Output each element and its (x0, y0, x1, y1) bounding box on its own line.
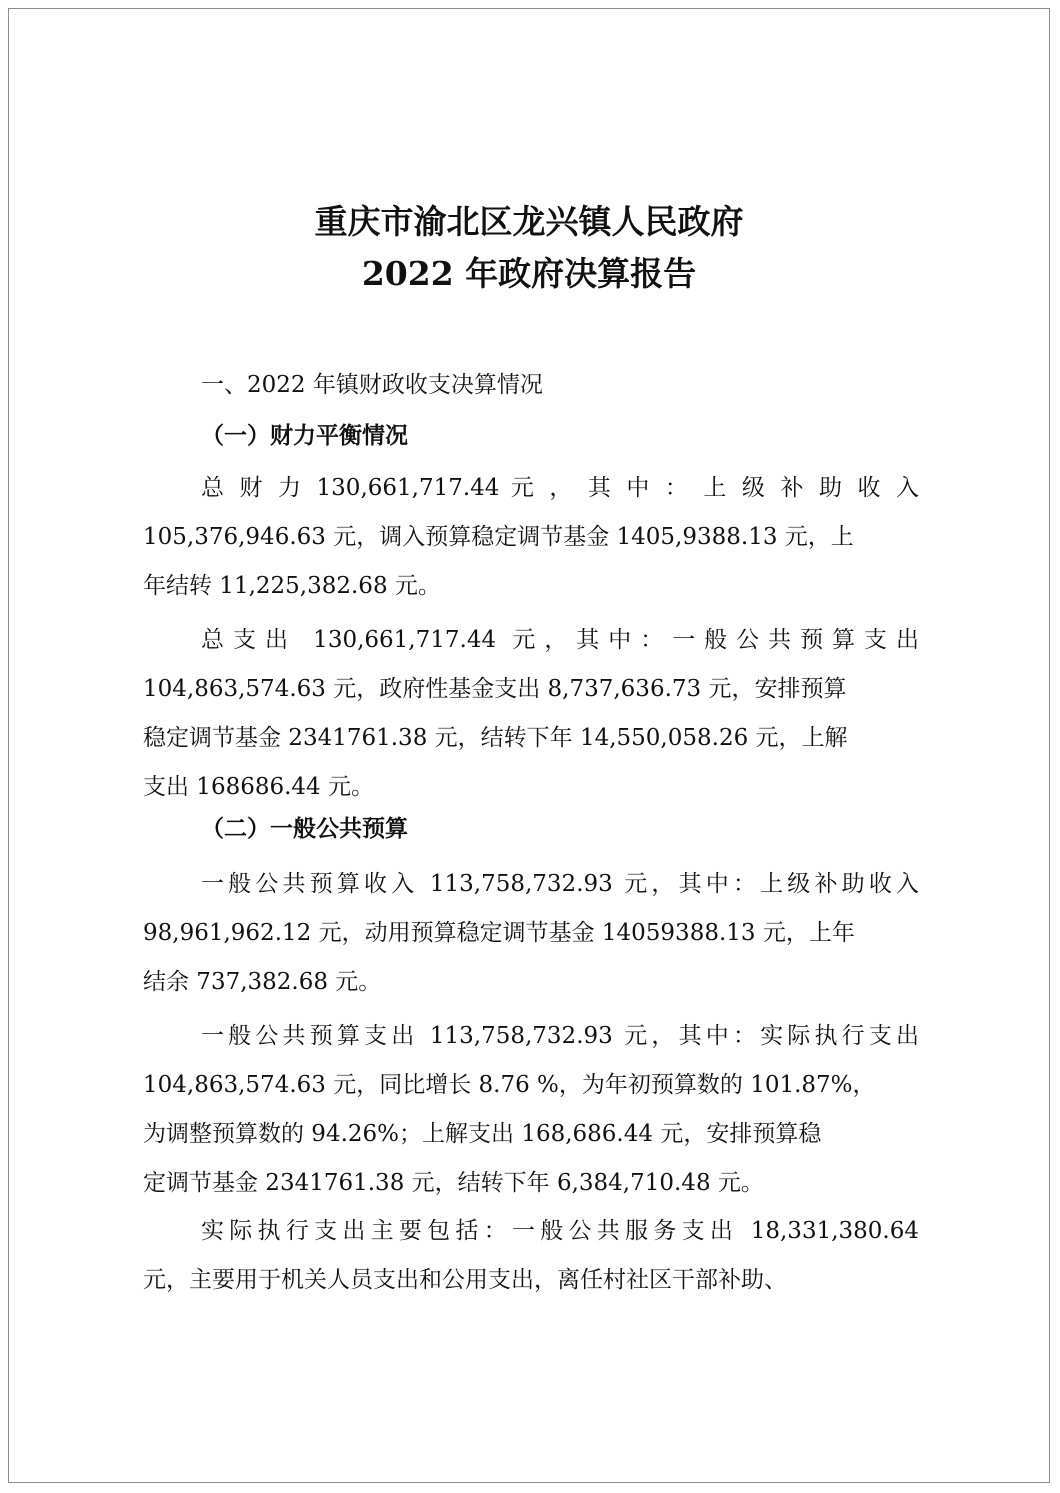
text-line: 104,863,574.63 元，政府性基金支出 8,737,636.73 元，安排预算 (143, 676, 847, 702)
text-line: 实际执行支出主要包括：一般公共服务支出 18,331,380.64 (201, 1218, 919, 1244)
text-line: 104,863,574.63 元，同比增长 8.76 %，为年初预算数的 101.87%， (143, 1072, 876, 1098)
text-line: 定调节基金 2341761.38 元，结转下年 6,384,710.48 元。 (143, 1170, 764, 1196)
subsection-heading-2: （二）一般公共预算 (201, 815, 408, 842)
text-line: 105,376,946.63 元，调入预算稳定调节基金 1405,9388.13 元，上 (143, 524, 854, 550)
text-line: 一般公共预算收入 113,758,732.93 元，其中：上级补助收入 (201, 871, 919, 897)
text-line: 98,961,962.12 元，动用预算稳定调节基金 14059388.13 元，上年 (143, 920, 855, 946)
paragraph-total-revenue (143, 464, 919, 611)
text-line: 为调整预算数的 94.26%；上解支出 168,686.44 元，安排预算稳 (143, 1121, 822, 1147)
report-title-line1: 重庆市渝北区龙兴镇人民政府 (314, 202, 744, 241)
text-line: 总 财 力 130,661,717.44 元 ， 其 中 ： 上 级 补 助 收 入 (201, 475, 919, 501)
text-line: 稳定调节基金 2341761.38 元，结转下年 14,550,058.26 元，上解 (143, 725, 848, 751)
text-line: 元，主要用于机关人员支出和公用支出，离任村社区干部补助、 (143, 1267, 787, 1293)
paragraph-actual-expenditure (143, 1207, 919, 1305)
text-line: 结余 737,382.68 元。 (143, 969, 382, 995)
report-title-line2: 2022 年政府决算报告 (361, 254, 697, 293)
paragraph-general-budget-revenue (143, 860, 919, 1007)
text-line: 年结转 11,225,382.68 元。 (143, 573, 441, 599)
text-line: 支出 168686.44 元。 (143, 774, 374, 800)
paragraph-general-budget-expenditure (143, 1012, 919, 1208)
text-line: 一般公共预算支出 113,758,732.93 元，其中：实际执行支出 (201, 1023, 919, 1049)
text-line: 总支出 130,661,717.44 元，其中：一般公共预算支出 (201, 627, 919, 653)
document-page (8, 8, 1050, 1483)
subsection-heading-1: （一）财力平衡情况 (201, 422, 408, 449)
section-heading-1: 一、2022 年镇财政收支决算情况 (201, 372, 543, 398)
paragraph-total-expenditure (143, 616, 919, 812)
